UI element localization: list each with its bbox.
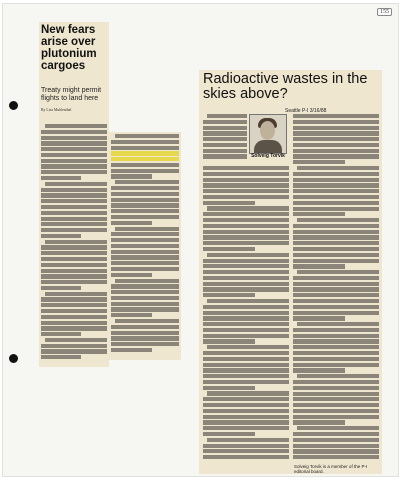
text-line: [111, 267, 179, 271]
text-line: [41, 297, 107, 301]
text-line: [203, 143, 247, 147]
text-line: [41, 170, 107, 174]
text-line: [41, 274, 107, 278]
text-line: [293, 397, 379, 401]
text-line: [41, 326, 107, 330]
text-line: [41, 332, 81, 336]
text-line: [41, 263, 107, 267]
text-line: [207, 299, 289, 303]
text-line: [203, 154, 247, 158]
text-line: [111, 273, 152, 277]
text-line: [111, 169, 179, 173]
text-line: [203, 183, 289, 187]
text-line: [203, 166, 289, 170]
text-line: [111, 348, 152, 352]
text-line: [203, 126, 247, 130]
text-line: [293, 334, 379, 338]
text-line: [293, 311, 379, 315]
text-line: [41, 344, 107, 348]
text-line: [45, 240, 107, 244]
text-line: [293, 126, 379, 130]
text-line: [293, 444, 379, 448]
text-line: [111, 221, 152, 225]
scanned-page: [2, 3, 399, 477]
text-line: [111, 192, 179, 196]
text-line: [207, 345, 289, 349]
text-line: [41, 228, 107, 232]
punch-hole-bottom: [9, 354, 18, 363]
middle-clipping: [109, 132, 181, 360]
text-line: [293, 160, 345, 164]
text-line: [203, 235, 289, 239]
text-line: [41, 147, 107, 151]
text-line: [111, 232, 179, 236]
text-line: [293, 345, 379, 349]
right-body-col2: [293, 114, 379, 461]
text-line: [293, 201, 379, 205]
text-line: [115, 134, 179, 138]
left-byline: By Lisa Muhlenthal: [41, 108, 72, 112]
text-line: [293, 316, 345, 320]
text-line: [293, 207, 379, 211]
text-line: [293, 380, 379, 384]
left-clipping: [39, 22, 109, 367]
text-line: [41, 164, 107, 168]
text-line: [293, 241, 379, 245]
text-line: [45, 292, 107, 296]
text-line: [203, 224, 289, 228]
text-line: [203, 201, 255, 205]
dateline-stamp: Seattle P-I 3/16/88: [285, 108, 327, 114]
text-line: [41, 153, 107, 157]
text-line: [111, 203, 179, 207]
text-line: [111, 325, 179, 329]
text-line: [207, 391, 289, 395]
text-line: [203, 195, 289, 199]
text-line: [41, 251, 107, 255]
text-line: [203, 172, 289, 176]
text-line: [111, 238, 179, 242]
text-line: [297, 218, 379, 222]
text-line: [207, 114, 247, 118]
text-line: [293, 212, 345, 216]
text-line: [203, 287, 289, 291]
text-line: [41, 222, 107, 226]
text-line: [41, 141, 107, 145]
text-line: [203, 374, 289, 378]
text-line: [293, 178, 379, 182]
text-line: [297, 166, 379, 170]
text-line: [203, 241, 289, 245]
text-line: [111, 157, 179, 161]
text-line: [111, 331, 179, 335]
text-line: [41, 188, 107, 192]
text-line: [111, 284, 179, 288]
text-line: [41, 199, 107, 203]
author-photo: [249, 114, 287, 154]
text-line: [203, 293, 255, 297]
text-line: [203, 351, 289, 355]
right-body-col1: [203, 166, 289, 461]
text-line: [115, 319, 179, 323]
text-line: [203, 322, 289, 326]
text-line: [293, 368, 345, 372]
text-line: [41, 136, 107, 140]
text-line: [203, 270, 289, 274]
text-line: [203, 137, 247, 141]
text-line: [111, 186, 179, 190]
text-line: [293, 282, 379, 286]
text-line: [203, 120, 247, 124]
right-clipping: [199, 70, 382, 474]
text-line: [293, 114, 379, 118]
text-line: [203, 264, 289, 268]
text-line: [111, 146, 179, 150]
left-body-text: [41, 124, 107, 361]
text-line: [203, 316, 289, 320]
text-line: [293, 137, 379, 141]
text-line: [41, 286, 81, 290]
text-line: [293, 131, 379, 135]
text-line: [45, 182, 107, 186]
text-line: [111, 151, 179, 155]
text-line: [293, 293, 379, 297]
text-line: [203, 218, 289, 222]
author-tagline: Solveig Torvik is a member of the P-I editorial board.: [294, 464, 368, 474]
text-line: [293, 276, 379, 280]
text-line: [111, 244, 179, 248]
text-line: [293, 438, 379, 442]
text-line: [293, 143, 379, 147]
text-line: [293, 449, 379, 453]
text-line: [111, 336, 179, 340]
text-line: [45, 338, 107, 342]
text-line: [203, 311, 289, 315]
text-line: [41, 176, 81, 180]
text-line: [203, 386, 255, 390]
text-line: [41, 217, 107, 221]
text-line: [207, 438, 289, 442]
text-line: [111, 255, 179, 259]
text-line: [111, 140, 179, 144]
text-line: [297, 426, 379, 430]
text-line: [203, 368, 289, 372]
text-line: [203, 247, 255, 251]
text-line: [41, 355, 81, 359]
text-line: [297, 374, 379, 378]
text-line: [111, 163, 179, 167]
middle-body-text: [111, 134, 179, 354]
text-line: [293, 357, 379, 361]
text-line: [41, 245, 107, 249]
text-line: [115, 227, 179, 231]
text-line: [203, 432, 255, 436]
text-line: [293, 149, 379, 153]
text-line: [41, 349, 107, 353]
text-line: [111, 290, 179, 294]
text-line: [293, 409, 379, 413]
text-line: [293, 305, 379, 309]
text-line: [293, 415, 379, 419]
text-line: [203, 449, 289, 453]
right-headline: Radioactive wastes in the skies above?: [203, 71, 368, 102]
text-line: [203, 178, 289, 182]
text-line: [293, 455, 379, 459]
text-line: [203, 397, 289, 401]
text-line: [293, 235, 379, 239]
text-line: [293, 287, 379, 291]
text-line: [41, 315, 107, 319]
text-line: [293, 195, 379, 199]
text-line: [293, 299, 379, 303]
text-line: [203, 305, 289, 309]
text-line: [293, 259, 379, 263]
text-line: [207, 253, 289, 257]
text-line: [111, 250, 179, 254]
text-line: [41, 321, 107, 325]
text-line: [203, 276, 289, 280]
text-line: [111, 198, 179, 202]
punch-hole-top: [9, 101, 18, 110]
text-line: [293, 328, 379, 332]
text-line: [41, 280, 107, 284]
text-line: [293, 392, 379, 396]
text-line: [203, 339, 255, 343]
text-line: [111, 261, 179, 265]
text-line: [203, 212, 289, 216]
text-line: [203, 328, 289, 332]
text-line: [203, 131, 247, 135]
text-line: [111, 313, 152, 317]
text-line: [203, 415, 289, 419]
text-line: [203, 444, 289, 448]
text-line: [203, 380, 289, 384]
text-line: [41, 211, 107, 215]
text-line: [293, 253, 379, 257]
text-line: [111, 342, 179, 346]
text-line: [41, 303, 107, 307]
text-line: [203, 282, 289, 286]
text-line: [115, 279, 179, 283]
text-line: [293, 363, 379, 367]
text-line: [45, 124, 107, 128]
text-line: [115, 180, 179, 184]
text-line: [41, 205, 107, 209]
text-line: [293, 351, 379, 355]
text-line: [41, 269, 107, 273]
text-line: [293, 172, 379, 176]
text-line: [41, 159, 107, 163]
text-line: [293, 224, 379, 228]
text-line: [111, 215, 179, 219]
text-line: [203, 230, 289, 234]
text-line: [293, 230, 379, 234]
text-line: [293, 120, 379, 124]
text-line: [111, 209, 179, 213]
page-number: 155: [377, 8, 392, 16]
text-line: [297, 270, 379, 274]
text-line: [293, 432, 379, 436]
text-line: [41, 257, 107, 261]
author-photo-caption: Solveig Torvik: [251, 153, 285, 159]
text-line: [203, 455, 289, 459]
text-line: [111, 307, 179, 311]
left-headline: New fears arise over plutonium cargoes: [41, 24, 97, 72]
text-line: [203, 409, 289, 413]
text-line: [203, 420, 289, 424]
text-line: [293, 183, 379, 187]
text-line: [203, 149, 247, 153]
text-line: [293, 386, 379, 390]
text-line: [297, 322, 379, 326]
text-line: [41, 234, 81, 238]
text-line: [111, 296, 179, 300]
text-line: [293, 339, 379, 343]
text-line: [41, 130, 107, 134]
text-line: [293, 154, 379, 158]
text-line: [41, 309, 107, 313]
text-line: [203, 189, 289, 193]
text-line: [203, 334, 289, 338]
text-line: [203, 259, 289, 263]
text-line: [293, 403, 379, 407]
text-line: [41, 193, 107, 197]
text-line: [203, 363, 289, 367]
text-line: [293, 189, 379, 193]
right-body-col1-top: [203, 114, 247, 160]
text-line: [203, 357, 289, 361]
text-line: [111, 174, 152, 178]
text-line: [203, 426, 289, 430]
text-line: [203, 403, 289, 407]
text-line: [293, 264, 345, 268]
text-line: [293, 247, 379, 251]
text-line: [293, 420, 345, 424]
text-line: [207, 206, 289, 210]
text-line: [111, 302, 179, 306]
left-deck: Treaty might permit flights to land here: [41, 87, 102, 102]
